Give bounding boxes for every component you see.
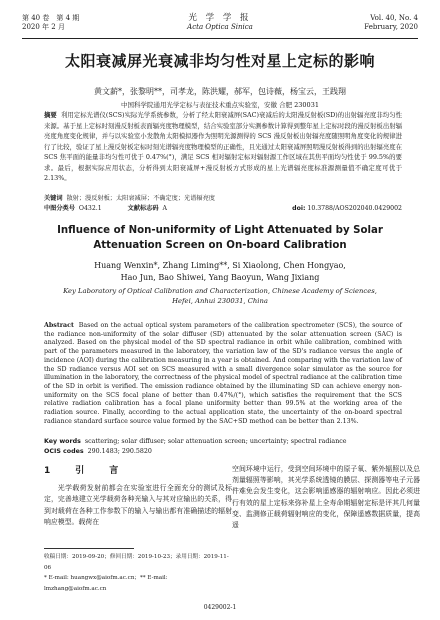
classification-row xyxy=(44,204,402,213)
section-heading: 1 引 言 xyxy=(44,466,127,476)
abstract-en-label: Abstract xyxy=(44,322,74,329)
abstract-cn-label: 摘要 xyxy=(44,111,57,119)
body-column-left xyxy=(44,464,232,528)
header-volume-issue: 第 40 卷 第 4 期 xyxy=(22,14,80,22)
ocis-label: OCIS codes xyxy=(44,448,84,455)
abstract-en xyxy=(44,322,402,426)
journal-name-cn: 光 学 学 报 xyxy=(188,13,252,23)
authors-en-line1: Huang Wenxin*, Zhang Liming**, Si Xiaolong, Chen Hongyao, xyxy=(94,261,346,270)
header-center xyxy=(22,14,418,32)
affiliation-cn: 中国科学院通用光学定标与表征技术重点实验室，安徽 合肥 230031 xyxy=(121,101,319,109)
keywords-cn-label: 关键词 xyxy=(44,195,63,202)
page-number: 0429002-1 xyxy=(203,604,237,611)
clc-value: O432.1 xyxy=(78,205,102,212)
keywords-en xyxy=(44,437,402,446)
ocis-codes xyxy=(44,447,402,456)
header-date-en: February, 2020 xyxy=(364,23,418,31)
doc-code-label: 文献标志码 xyxy=(127,205,159,212)
intro-paragraph-right: 空间环境中运行，受到空间环境中的原子氧、紫外辐照以及总剂量辐照等影响，其光学系统透镜的膜层、探测器等电子元器件难免会发生变化，这会影响遥感器的辐射响应。因此必须进行有效的星上定标来弥补星上全寿命期辐射定标是评其几何量变、监测修正载荷辐射响应的变化，保障遥感数据质量，提高遥 xyxy=(232,465,420,530)
paper-title-cn: 太阳衰减屏光衰减非均匀性对星上定标的影响 xyxy=(64,52,375,70)
paper-title-en: Influence of Non-uniformity of Light Attenuated by Solar Attenuation Screen on On-board Calibration xyxy=(57,225,383,251)
doc-code-value: A xyxy=(162,205,167,212)
doi-value: 10.3788/AOS202040.0429002 xyxy=(307,205,402,212)
header-volume-en: Vol. 40, No. 4 xyxy=(370,14,418,22)
clc-label: 中图分类号 xyxy=(44,205,75,212)
abstract-cn xyxy=(44,110,402,184)
footnote-emails: * E-mail: huangwx@aiofm.ac.cn；** E-mail: lmzhang@aiofm.ac.cn xyxy=(44,575,168,592)
authors-en xyxy=(30,260,410,284)
abstract-en-text: Based on the actual optical system parameters of the calibration spectrometer (SCS), the source of the radiance non-uniformity of the solar diffuser (SD) attenuated by the solar attenuation screen (SAC) is analyzed. Based on the physical model of the SD spectral radiance in orbit while calibration, combined with part of the parameters measured in the laboratory, the variation law of the SD's radiance versus the angle of incidence (AOI) during the calibration measuring in a year is obtained. And comparing with the variation law of the SD radiance versus AOI set on SCS measured with a small divergence solar simulator as the source for illumination in the laboratory, the correctness of the physical model of spectral radiance at the calibration time of the SD in orbit is verified. The emission radiance obtained by the illuminating SD can achieve energy non-uniformity on the SCS focal plane of better than 0.47%/(°), which satisfies the requirement that the SCS relative radiation calibration has a focal plane uniformity better than 99.5% at the working area of the radiation source. Finally, according to the actual application state, the uncertainty of the on-board spectral radiance standard surface source value formed by the SAC+SD method can be better than 2.13%. xyxy=(44,322,402,425)
affiliation-en-line1: Key Laboratory of Optical Calibration and Characterization, Chinese Academy of Sciences, xyxy=(63,287,377,295)
header-date-cn: 2020 年 2 月 xyxy=(22,23,65,31)
affiliation-en xyxy=(30,287,410,306)
keywords-cn-text: 散射；漫反射板；太阳衰减屏；不确定度；光谱辐亮度 xyxy=(66,195,215,202)
keywords-en-label: Key words xyxy=(44,438,81,445)
keywords-cn xyxy=(44,194,402,203)
keywords-en-text: scattering; solar diffuser; solar attenuation screen; uncertainty; spectral radiance xyxy=(84,438,347,445)
abstract-cn-text: 利用定标光谱仪(SCS)实际光学系统参数，分析了经太阳衰减屏(SAC)衰减后的太阳漫反射板(SD)的出射辐亮度非均匀性来源。基于星上定标时刻漫反射板表面辐亮度物理模型，结合实验室部分实测参数计算得到整年星上定标时段的漫反射板出射辐亮度角度变化规律，并与以实验室小发散角太阳模拟器作为照明光源测得的 SCS 漫反射板出射辐亮度随照明角度变化的规律进行了比较，验证了星上漫反射板定标时刻光谱辐亮度物理模型的正确性，且光通过太阳衰减屏照明漫反射板得到的出射辐亮度在 SCS 焦平面的能量非均匀性可优于 0.47%(°)，满足 SCS 相对辐射定标对辐射源工作区域在其焦平面均匀性优于 99.5%的要求。最后，根据实际应用状态，分析得到太阳衰减屏+漫反射板方式形成的星上光谱辐亮度标准源测量值不确定度可优于 2.13%。 xyxy=(44,111,402,182)
authors-en-line2: Hao Jun, Bao Shiwei, Yang Baoyun, Wang Jixiang xyxy=(120,273,320,282)
ocis-text: 290.1483; 290.5820 xyxy=(87,448,152,455)
intro-paragraph-left: 光学载荷发射前都会在实验室进行全面充分的测试及标定，完善地建立光学载荷各种光输入与其对应输出的关系，得到对载荷在各种工作参数下的输入与输出都有准确描述的辐射响应模型。载荷在 xyxy=(44,484,232,526)
authors-cn: 黄文薪*，张黎明**，司孝龙，陈洪耀，郝军，包诗薇，杨宝云，王践翔 xyxy=(94,87,346,96)
footnotes xyxy=(44,552,230,594)
running-header xyxy=(22,14,418,36)
footnote-dates: 收稿日期：2019-09-20；修回日期：2019-10-23；录用日期：2019-11-06 xyxy=(44,554,229,571)
header-rule xyxy=(22,38,418,39)
footnote-rule xyxy=(44,548,134,549)
body-column-right xyxy=(232,464,420,531)
affiliation-en-line2: Hefei, Anhui 230031, China xyxy=(172,296,268,305)
journal-name-en: Acta Optica Sinica xyxy=(187,23,253,31)
doi-label: doi: xyxy=(292,205,306,212)
header-right xyxy=(364,14,418,32)
